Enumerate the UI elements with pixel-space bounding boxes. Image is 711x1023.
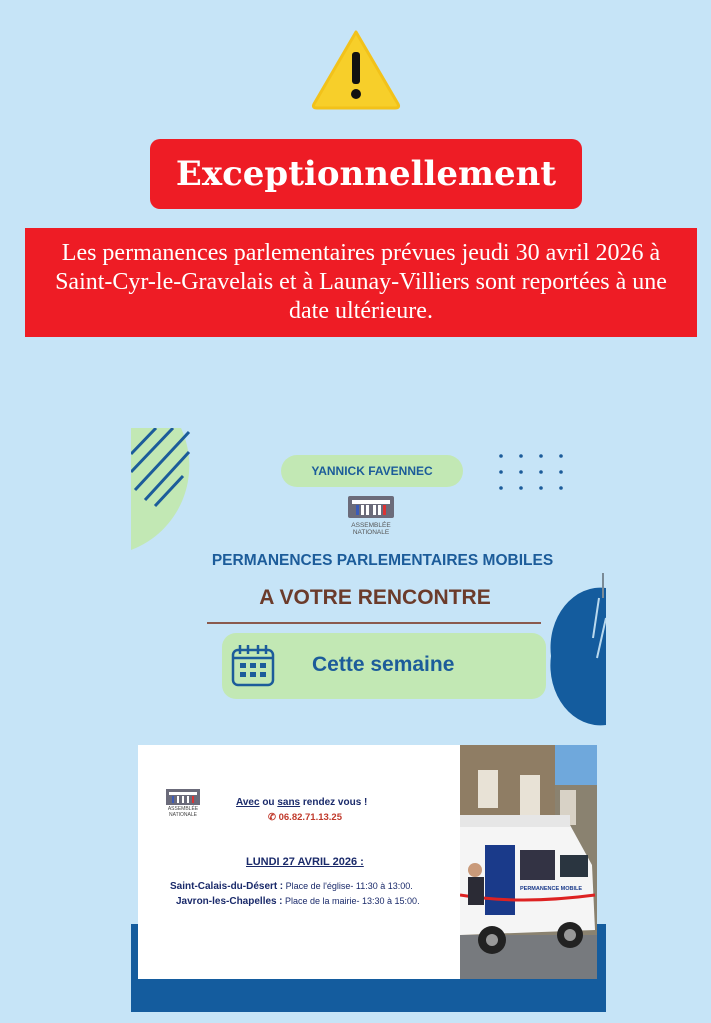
dots-decoration <box>497 452 569 492</box>
warning-icon <box>310 28 402 110</box>
alert-heading: Exceptionnellement <box>150 139 582 209</box>
calendar-icon <box>230 642 276 688</box>
phone-icon: ✆ <box>268 812 279 823</box>
mobile-office-van-photo <box>460 745 597 979</box>
assemblee-nationale-logo <box>348 496 394 538</box>
this-week-label: Cette semaine <box>312 653 455 676</box>
alert-message: Les permanences parlementaires prévues jeudi 30 avril 2026 à Saint-Cyr-le-Gravelais et à Launay-Villiers sont reportées à une date ultérieure. <box>25 228 697 337</box>
card-logo-caption: ASSEMBLÉE NATIONALE <box>167 806 199 818</box>
svg-text:PERMANENCE MOBILE: PERMANENCE MOBILE <box>520 886 583 892</box>
deputy-name: YANNICK FAVENNEC <box>281 455 463 487</box>
schedule-card <box>138 745 460 979</box>
appointment-note: Avec ou sans rendez vous ! <box>236 797 368 808</box>
stop-row: Saint-Calais-du-Désert : Place de l'église- 11:30 à 13:00. <box>170 881 413 892</box>
card-logo <box>166 789 200 819</box>
flyer-title: PERMANENCES PARLEMENTAIRES MOBILES <box>211 552 554 569</box>
logo-caption: ASSEMBLÉE NATIONALE <box>351 522 391 536</box>
this-week-banner <box>222 633 546 699</box>
phone-number: ✆ 06.82.71.13.25 <box>268 812 343 823</box>
divider <box>207 622 541 624</box>
flyer-subtitle: A VOTRE RENCONTRE <box>259 586 491 609</box>
stop-row: Javron-les-Chapelles : Place de la mairie- 13:30 à 15:00. <box>176 896 420 907</box>
schedule-date: LUNDI 27 AVRIL 2026 : <box>246 856 364 868</box>
